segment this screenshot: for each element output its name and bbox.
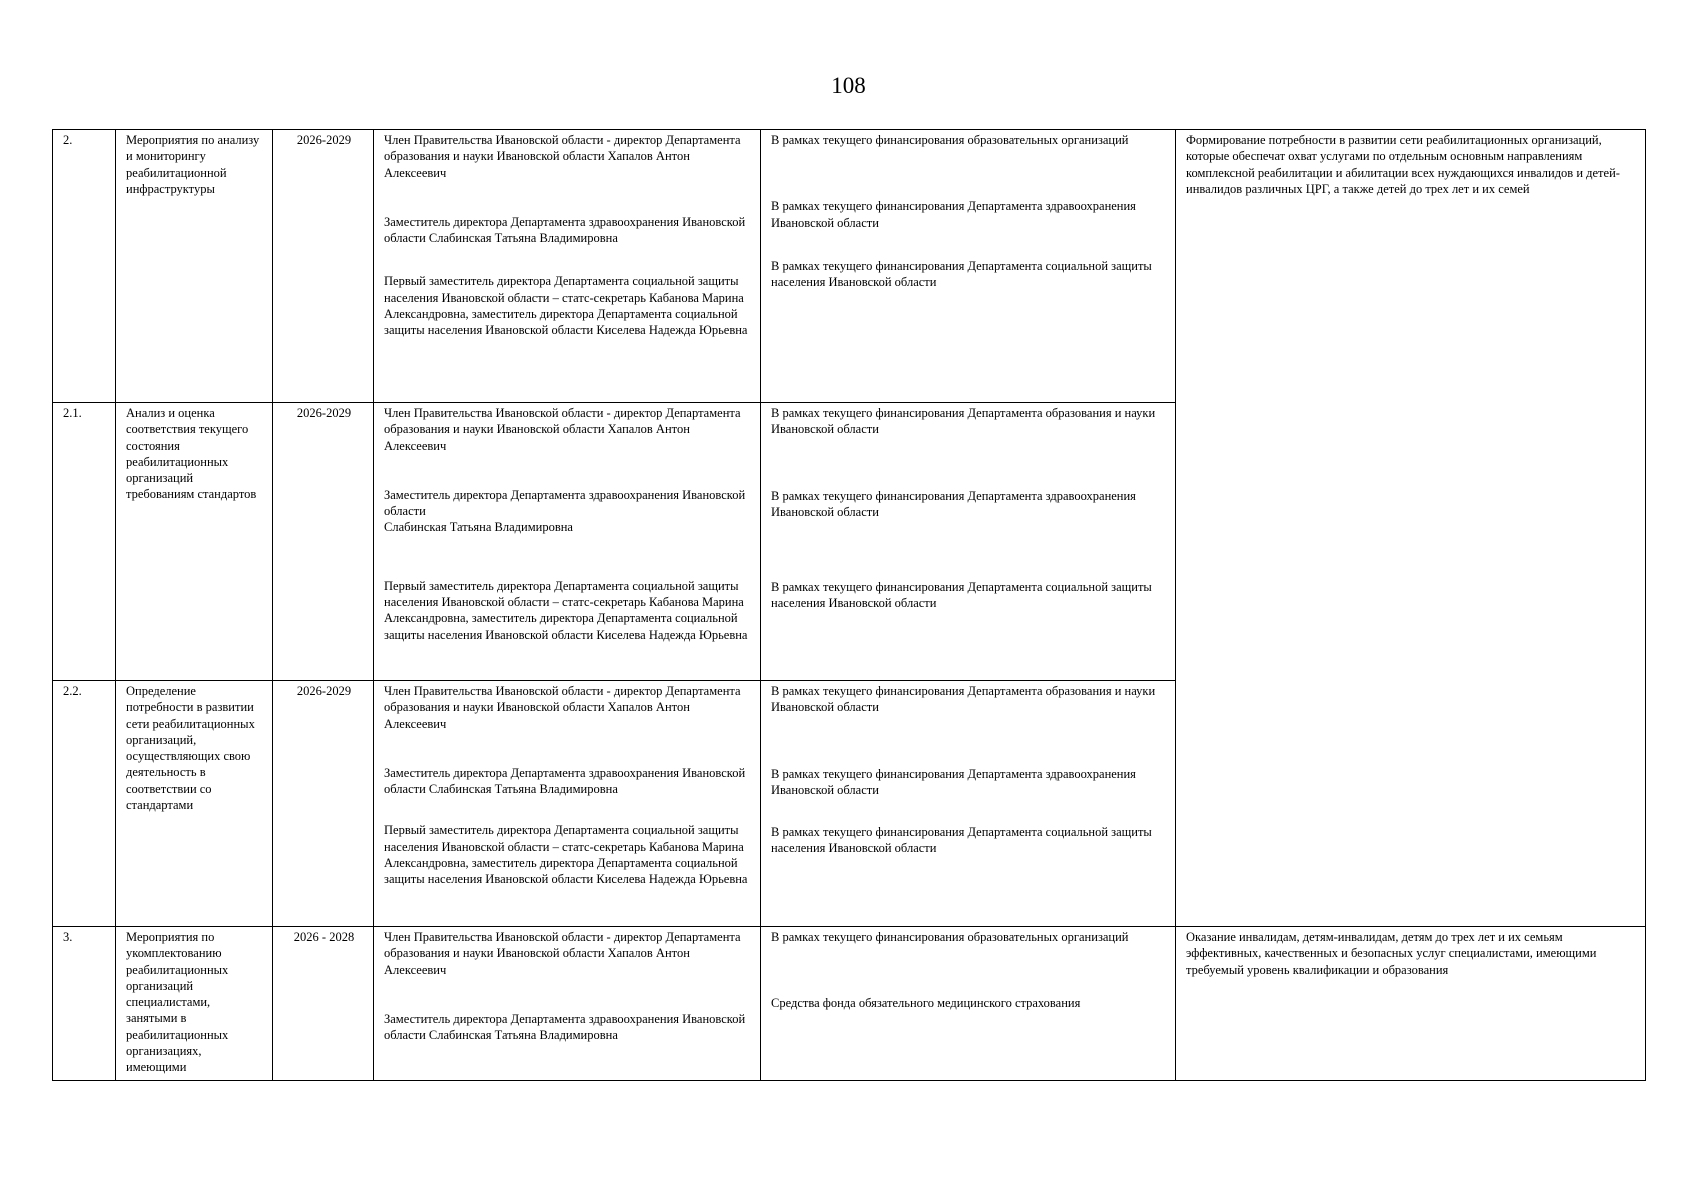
table-row <box>53 130 1646 403</box>
executor-text: Слабинская Татьяна Владимировна <box>384 520 573 535</box>
executor-text: Член Правительства Ивановской области - директор Департамента образования и науки Ивановской области Хапалов Антон Алексеевич <box>384 406 741 453</box>
executor-text: Заместитель директора Департамента здравоохранения Ивановской области Слабинская Татьяна Владимировна <box>384 765 746 797</box>
funding-cell <box>761 927 1176 1081</box>
page-number: 108 <box>831 73 866 98</box>
executor-text: Заместитель директора Департамента здравоохранения Ивановской области <box>384 487 746 519</box>
funding-cell <box>761 130 1176 403</box>
executor-text: Член Правительства Ивановской области - директор Департамента образования и науки Ивановской области Хапалов Антон Алексеевич <box>384 930 741 977</box>
years-cell: 2026-2029 <box>273 130 374 403</box>
executor-text: Заместитель директора Департамента здравоохранения Ивановской области Слабинская Татьяна Владимировна <box>384 214 746 246</box>
years-cell: 2026 - 2028 <box>273 927 374 1081</box>
row-number: 3. <box>53 927 116 1081</box>
executor-text: Первый заместитель директора Департамента социальной защиты населения Ивановской области – статс-секретарь Кабанова Марина Александровна, заместитель директора Департамента социальной защиты населения Ивановской области Киселева Надежда Юрьевна <box>384 274 748 338</box>
funding-text: В рамках текущего финансирования Департамента здравоохранения Ивановской области <box>771 488 1136 519</box>
executors-cell <box>374 681 761 927</box>
executor-text: Первый заместитель директора Департамента социальной защиты населения Ивановской области – статс-секретарь Кабанова Марина Александровна, заместитель директора Департамента социальной защиты населения Ивановской области Киселева Надежда Юрьевна <box>384 823 748 887</box>
funding-cell <box>761 403 1176 681</box>
table-row <box>53 927 1646 1081</box>
funding-cell <box>761 681 1176 927</box>
result-cell: Оказание инвалидам, детям-инвалидам, детям до трех лет и их семьям эффективных, качественных и безопасных услуг специалистами, имеющими требуемый уровень квалификации и образования <box>1176 927 1646 1081</box>
funding-text: В рамках текущего финансирования образовательных организаций <box>771 930 1129 944</box>
years-cell: 2026-2029 <box>273 681 374 927</box>
executors-cell <box>374 927 761 1081</box>
row-number: 2.1. <box>53 403 116 681</box>
years-cell: 2026-2029 <box>273 403 374 681</box>
funding-text: В рамках текущего финансирования Департамента социальной защиты населения Ивановской области <box>771 825 1152 856</box>
funding-text: В рамках текущего финансирования Департамента образования и науки Ивановской области <box>771 406 1156 437</box>
measures-table <box>52 129 1646 1081</box>
funding-text: В рамках текущего финансирования Департамента здравоохранения Ивановской области <box>771 766 1136 797</box>
result-cell: Формирование потребности в развитии сети реабилитационных организаций, которые обеспечат охват услугами по отдельным основным направлениям комплексной реабилитации и абилитации всех нуждающихся инвалидов и детей-инвалидов различных ЦРГ, а также детей до трех лет и их семей <box>1176 130 1646 927</box>
executors-cell <box>374 130 761 403</box>
row-number: 2. <box>53 130 116 403</box>
measure-name: Анализ и оценка соответствия текущего состояния реабилитационных организаций требованиям стандартов <box>116 403 273 681</box>
funding-text: В рамках текущего финансирования Департамента социальной защиты населения Ивановской области <box>771 258 1152 290</box>
executors-cell <box>374 403 761 681</box>
funding-text: В рамках текущего финансирования Департамента здравоохранения Ивановской области <box>771 199 1136 230</box>
measure-name: Мероприятия по анализу и мониторингу реабилитационной инфраструктуры <box>116 130 273 403</box>
executor-text: Первый заместитель директора Департамента социальной защиты населения Ивановской области – статс-секретарь Кабанова Марина Александровна, заместитель директора Департамента социальной защиты населения Ивановской области Киселева Надежда Юрьевна <box>384 578 748 642</box>
funding-text: Средства фонда обязательного медицинского страхования <box>771 996 1081 1011</box>
funding-text: В рамках текущего финансирования Департамента социальной защиты населения Ивановской области <box>771 580 1152 611</box>
funding-text: В рамках текущего финансирования Департамента образования и науки Ивановской области <box>771 684 1156 715</box>
funding-text: В рамках текущего финансирования образовательных организаций <box>771 133 1129 147</box>
row-number: 2.2. <box>53 681 116 927</box>
executor-text: Член Правительства Ивановской области - директор Департамента образования и науки Ивановской области Хапалов Антон Алексеевич <box>384 133 741 180</box>
executor-text: Член Правительства Ивановской области - директор Департамента образования и науки Ивановской области Хапалов Антон Алексеевич <box>384 684 741 731</box>
measure-name: Мероприятия по укомплектованию реабилитационных организаций специалистами, занятыми в реабилитационных организациях, имеющими <box>116 927 273 1081</box>
measure-name: Определение потребности в развитии сети реабилитационных организаций, осуществляющих свою деятельность в соответствии со стандартами <box>116 681 273 927</box>
executor-text: Заместитель директора Департамента здравоохранения Ивановской области Слабинская Татьяна Владимировна <box>384 1011 746 1043</box>
